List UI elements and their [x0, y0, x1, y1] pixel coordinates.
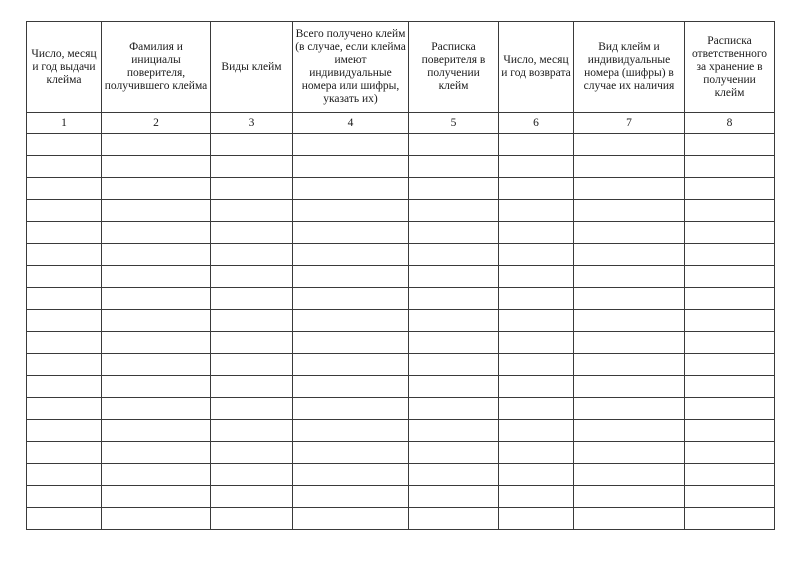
table-cell	[293, 442, 409, 464]
table-row	[27, 332, 775, 354]
column-number-row	[27, 113, 775, 134]
table-cell	[27, 156, 102, 178]
table-cell	[574, 200, 685, 222]
table-cell	[27, 288, 102, 310]
table-cell	[27, 200, 102, 222]
table-cell	[27, 222, 102, 244]
table-cell	[211, 178, 293, 200]
table-cell	[293, 266, 409, 288]
table-cell	[102, 156, 211, 178]
table-cell	[211, 442, 293, 464]
table-cell	[102, 420, 211, 442]
table-cell	[499, 178, 574, 200]
table-row	[27, 244, 775, 266]
table-cell	[102, 244, 211, 266]
table-cell	[409, 354, 499, 376]
table-cell	[27, 398, 102, 420]
table-cell	[499, 244, 574, 266]
table-cell	[409, 288, 499, 310]
table-cell	[685, 222, 775, 244]
table-cell	[211, 244, 293, 266]
table-cell	[499, 486, 574, 508]
table-cell	[409, 486, 499, 508]
column-header-total-received: Всего получено клейм (в случае, если клейма имеют индивидуальные номера или шифры, указать их)	[293, 22, 409, 113]
table-cell	[27, 178, 102, 200]
table-cell	[409, 310, 499, 332]
table-cell	[574, 354, 685, 376]
table-cell	[499, 398, 574, 420]
table-cell	[409, 442, 499, 464]
table-row	[27, 266, 775, 288]
table-cell	[574, 486, 685, 508]
table-cell	[293, 288, 409, 310]
table-cell	[574, 288, 685, 310]
table-row	[27, 508, 775, 530]
table-cell	[499, 134, 574, 156]
column-number: 3	[211, 113, 293, 134]
table-row	[27, 178, 775, 200]
table-cell	[499, 420, 574, 442]
table-header-row	[27, 22, 775, 113]
table-cell	[499, 222, 574, 244]
table-cell	[409, 244, 499, 266]
table-cell	[685, 420, 775, 442]
table-cell	[499, 508, 574, 530]
column-number: 5	[409, 113, 499, 134]
column-header-stamp-types: Виды клейм	[211, 22, 293, 113]
table-row	[27, 156, 775, 178]
table-cell	[685, 310, 775, 332]
table-cell	[574, 464, 685, 486]
table-cell	[685, 156, 775, 178]
column-number: 6	[499, 113, 574, 134]
table-cell	[574, 244, 685, 266]
table-cell	[211, 376, 293, 398]
table-cell	[293, 486, 409, 508]
table-cell	[499, 288, 574, 310]
table-cell	[499, 442, 574, 464]
table-row	[27, 486, 775, 508]
table-cell	[574, 420, 685, 442]
table-cell	[293, 398, 409, 420]
table-cell	[293, 332, 409, 354]
table-cell	[211, 332, 293, 354]
table-cell	[574, 376, 685, 398]
table-cell	[685, 134, 775, 156]
column-number: 1	[27, 113, 102, 134]
table-row	[27, 442, 775, 464]
table-cell	[102, 222, 211, 244]
table-cell	[499, 200, 574, 222]
table-cell	[409, 134, 499, 156]
table-cell	[499, 310, 574, 332]
table-cell	[102, 178, 211, 200]
table-cell	[574, 178, 685, 200]
table-cell	[409, 200, 499, 222]
table-cell	[102, 354, 211, 376]
table-cell	[211, 222, 293, 244]
table-cell	[27, 266, 102, 288]
column-number: 8	[685, 113, 775, 134]
table-cell	[685, 508, 775, 530]
table-cell	[27, 508, 102, 530]
column-header-issue-date: Число, месяц и год выдачи клейма	[27, 22, 102, 113]
table-cell	[499, 376, 574, 398]
table-cell	[27, 354, 102, 376]
table-row	[27, 376, 775, 398]
table-cell	[685, 266, 775, 288]
table-cell	[102, 376, 211, 398]
table-cell	[685, 398, 775, 420]
column-number: 4	[293, 113, 409, 134]
table-row	[27, 134, 775, 156]
table-row	[27, 288, 775, 310]
table-cell	[211, 134, 293, 156]
table-cell	[574, 222, 685, 244]
table-cell	[409, 156, 499, 178]
table-row	[27, 420, 775, 442]
table-cell	[685, 200, 775, 222]
table-cell	[27, 244, 102, 266]
column-header-return-date: Число, месяц и год возврата	[499, 22, 574, 113]
table-cell	[293, 464, 409, 486]
table-cell	[27, 442, 102, 464]
table-cell	[211, 310, 293, 332]
column-header-stamp-type-numbers: Вид клейм и индивидуальные номера (шифры) в случае их наличия	[574, 22, 685, 113]
table-row	[27, 398, 775, 420]
table-cell	[211, 420, 293, 442]
table-cell	[211, 486, 293, 508]
table-cell	[27, 376, 102, 398]
stamp-issue-journal-table	[26, 21, 775, 530]
column-header-verifier-receipt: Расписка поверителя в получении клейм	[409, 22, 499, 113]
table-cell	[409, 266, 499, 288]
table-cell	[27, 332, 102, 354]
table-cell	[102, 332, 211, 354]
table-cell	[409, 508, 499, 530]
table-cell	[211, 464, 293, 486]
table-cell	[211, 354, 293, 376]
table-cell	[574, 266, 685, 288]
table-cell	[293, 200, 409, 222]
table-cell	[102, 288, 211, 310]
column-number: 2	[102, 113, 211, 134]
table-cell	[27, 420, 102, 442]
table-cell	[685, 288, 775, 310]
table-cell	[211, 508, 293, 530]
table-cell	[409, 178, 499, 200]
table-cell	[102, 200, 211, 222]
table-cell	[409, 420, 499, 442]
table-cell	[102, 398, 211, 420]
table-cell	[102, 508, 211, 530]
table-cell	[211, 288, 293, 310]
table-cell	[685, 178, 775, 200]
table-cell	[293, 508, 409, 530]
table-cell	[293, 244, 409, 266]
table-cell	[409, 222, 499, 244]
table-cell	[27, 464, 102, 486]
table-cell	[293, 420, 409, 442]
table-cell	[574, 398, 685, 420]
table-cell	[211, 398, 293, 420]
table-cell	[409, 464, 499, 486]
table-cell	[685, 244, 775, 266]
table-cell	[211, 200, 293, 222]
table-cell	[499, 464, 574, 486]
table-cell	[27, 310, 102, 332]
table-cell	[409, 398, 499, 420]
table-cell	[211, 266, 293, 288]
table-cell	[102, 464, 211, 486]
table-cell	[574, 508, 685, 530]
table-cell	[102, 134, 211, 156]
table-cell	[27, 486, 102, 508]
table-cell	[293, 222, 409, 244]
table-row	[27, 200, 775, 222]
table-body	[27, 134, 775, 530]
table-cell	[409, 376, 499, 398]
table-row	[27, 310, 775, 332]
table-row	[27, 464, 775, 486]
table-cell	[685, 486, 775, 508]
table-cell	[409, 332, 499, 354]
table-cell	[102, 310, 211, 332]
table-cell	[574, 310, 685, 332]
column-number: 7	[574, 113, 685, 134]
table-cell	[27, 134, 102, 156]
table-cell	[293, 376, 409, 398]
table-cell	[293, 178, 409, 200]
table-cell	[293, 134, 409, 156]
table-row	[27, 354, 775, 376]
table-cell	[574, 442, 685, 464]
table-cell	[499, 266, 574, 288]
table-row	[27, 222, 775, 244]
table-cell	[574, 332, 685, 354]
table-cell	[102, 266, 211, 288]
table-cell	[293, 156, 409, 178]
column-header-custodian-receipt: Расписка ответственного за хранение в получении клейм	[685, 22, 775, 113]
table-cell	[499, 332, 574, 354]
table-cell	[102, 486, 211, 508]
table-cell	[293, 354, 409, 376]
table-cell	[685, 332, 775, 354]
table-cell	[293, 310, 409, 332]
column-header-verifier-name: Фамилия и инициалы поверителя, получившего клейма	[102, 22, 211, 113]
table-cell	[685, 464, 775, 486]
table-cell	[211, 156, 293, 178]
table-cell	[685, 354, 775, 376]
table-cell	[574, 134, 685, 156]
table-cell	[499, 354, 574, 376]
table-cell	[685, 442, 775, 464]
table-cell	[685, 376, 775, 398]
table-cell	[499, 156, 574, 178]
table-cell	[574, 156, 685, 178]
table-cell	[102, 442, 211, 464]
